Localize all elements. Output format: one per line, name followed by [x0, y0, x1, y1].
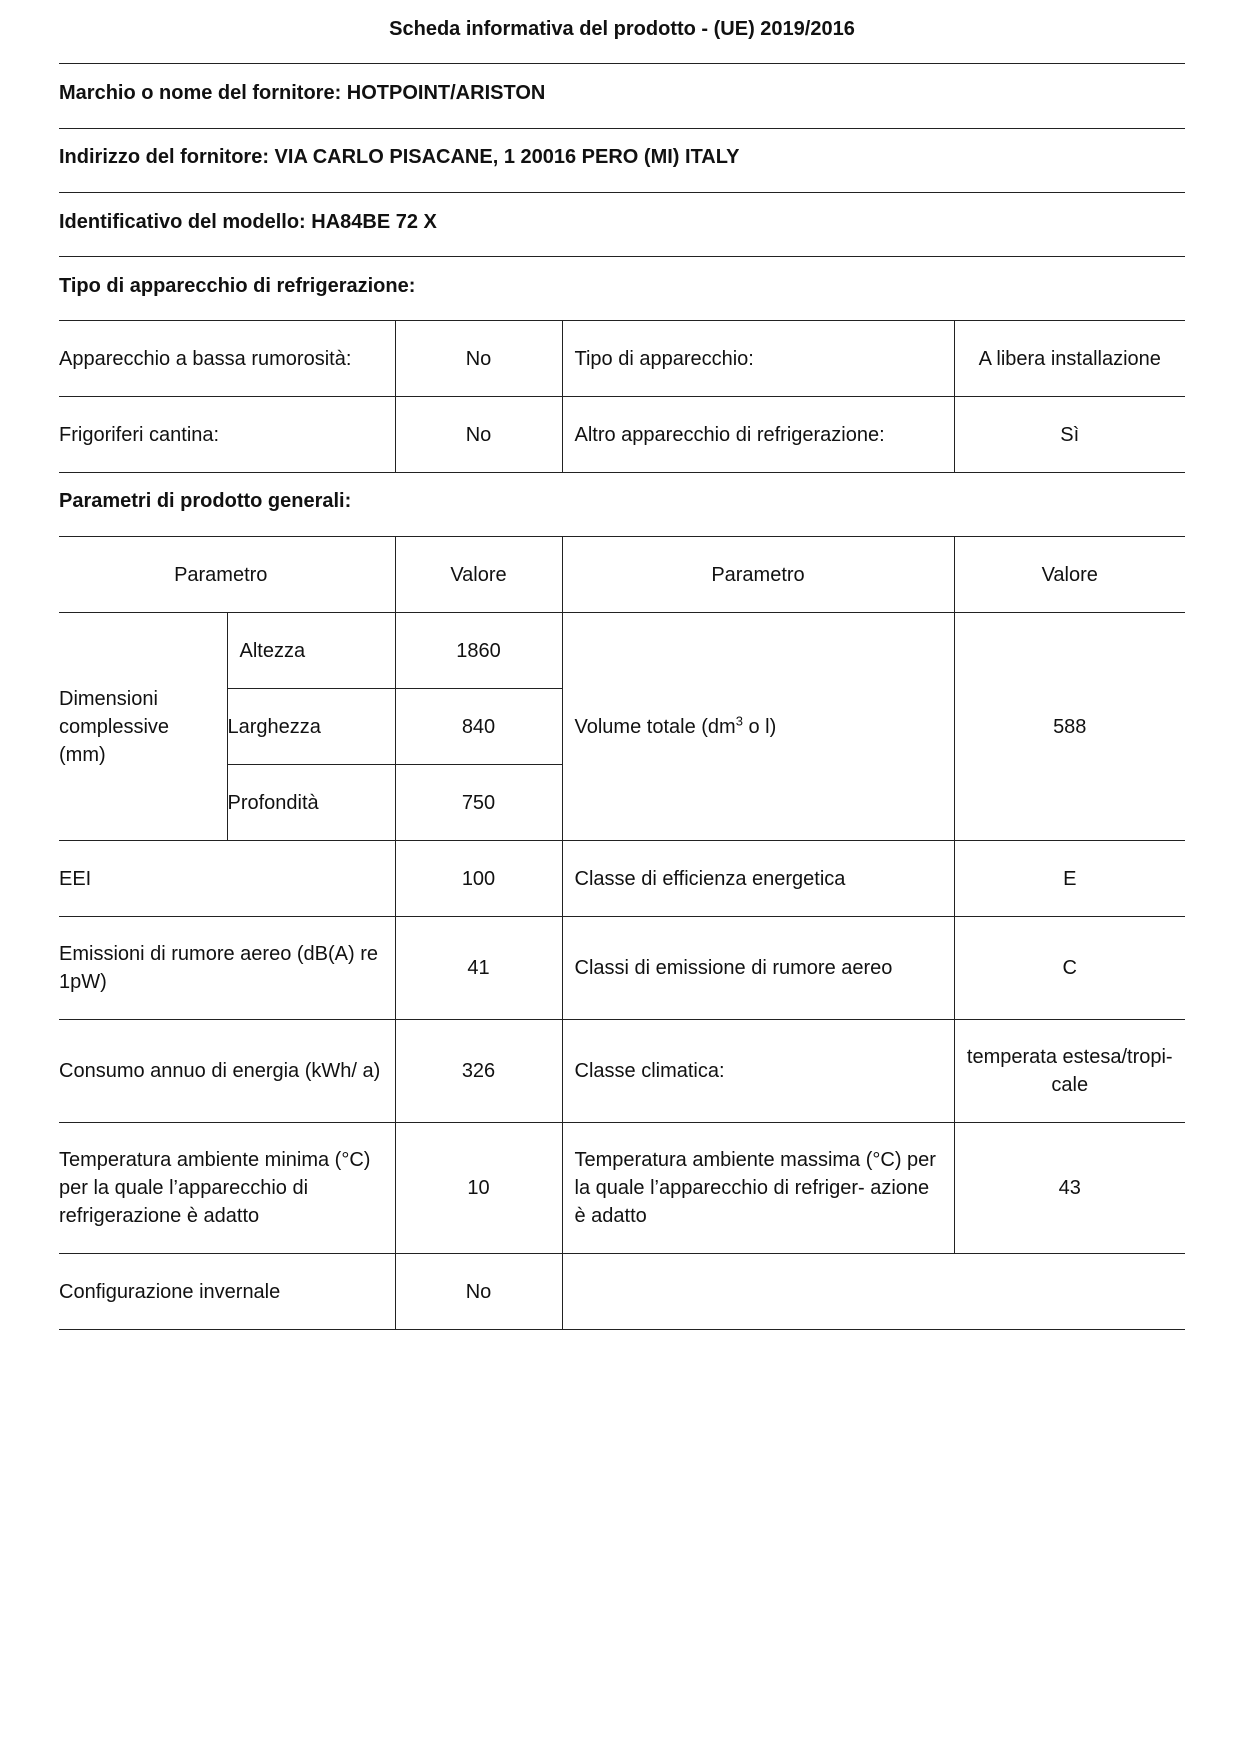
- volume-label-superscript: 3: [735, 712, 743, 728]
- general-parameters-heading: Parametri di prodotto generali:: [59, 490, 352, 512]
- table-row: [59, 917, 1185, 1020]
- noise-class-value: C: [954, 917, 1185, 1020]
- width-label: Larghezza: [227, 689, 395, 765]
- energy-class-value: E: [954, 841, 1185, 917]
- volume-label-unit: o l): [742, 715, 777, 738]
- divider: [59, 192, 1185, 193]
- eei-value: 100: [395, 841, 562, 917]
- volume-label-text: Volume totale (dm: [574, 715, 736, 738]
- supplier-address: Indirizzo del fornitore: VIA CARLO PISACANE, 1 20016 PERO (MI) ITALY: [59, 146, 740, 168]
- wine-cooler-label: Frigoriferi cantina:: [59, 397, 395, 473]
- winter-setting-label: Configurazione invernale: [59, 1254, 395, 1330]
- total-volume-label: [562, 613, 954, 841]
- model-identifier: Identificativo del modello: HA84BE 72 X: [59, 211, 437, 233]
- low-noise-value: No: [395, 321, 562, 397]
- appliance-type-heading: Tipo di apparecchio di refrigerazione:: [59, 275, 416, 297]
- column-header-parameter: Parametro: [562, 537, 954, 613]
- table-row: [59, 1254, 1185, 1330]
- winter-setting-value: No: [395, 1254, 562, 1330]
- height-label: Altezza: [227, 613, 395, 689]
- noise-emission-value: 41: [395, 917, 562, 1020]
- other-appliance-label: Altro apparecchio di refrigerazione:: [562, 397, 954, 473]
- appliance-type-value: A libera installazione: [954, 321, 1185, 397]
- divider: [59, 256, 1185, 257]
- climate-class-value: temperata estesa/tropi- cale: [954, 1020, 1185, 1123]
- eei-label: EEI: [59, 841, 395, 917]
- depth-value: 750: [395, 765, 562, 841]
- max-temperature-value: 43: [954, 1123, 1185, 1254]
- noise-emission-label: Emissioni di rumore aereo (dB(A) re 1pW): [59, 917, 395, 1020]
- empty-cell: [562, 1254, 1185, 1330]
- column-header-value: Valore: [395, 537, 562, 613]
- max-temperature-label: Temperatura ambiente massima (°C) per la quale l’apparecchio di refriger- azione è adatto: [562, 1123, 954, 1254]
- low-noise-label: Apparecchio a bassa rumorosità:: [59, 321, 395, 397]
- energy-class-label: Classe di efficienza energetica: [562, 841, 954, 917]
- table-row: [59, 397, 1185, 473]
- table-row: [59, 1020, 1185, 1123]
- divider: [59, 128, 1185, 129]
- min-temperature-label: Temperatura ambiente minima (°C) per la quale l’apparecchio di refrigerazione è adatto: [59, 1123, 395, 1254]
- width-value: 840: [395, 689, 562, 765]
- supplier-name: Marchio o nome del fornitore: HOTPOINT/ARISTON: [59, 82, 546, 104]
- height-value: 1860: [395, 613, 562, 689]
- appliance-type-table: [59, 320, 1185, 473]
- annual-energy-label: Consumo annuo di energia (kWh/ a): [59, 1020, 395, 1123]
- other-appliance-value: Sì: [954, 397, 1185, 473]
- depth-label: Profondità: [227, 765, 395, 841]
- table-row: [59, 613, 1185, 689]
- column-header-value: Valore: [954, 537, 1185, 613]
- table-header-row: [59, 537, 1185, 613]
- dimensions-label: Dimensioni complessive (mm): [59, 613, 227, 841]
- wine-cooler-value: No: [395, 397, 562, 473]
- table-row: [59, 841, 1185, 917]
- annual-energy-value: 326: [395, 1020, 562, 1123]
- table-row: [59, 1123, 1185, 1254]
- total-volume-value: 588: [954, 613, 1185, 841]
- document-title: Scheda informativa del prodotto - (UE) 2019/2016: [389, 18, 855, 40]
- column-header-parameter: Parametro: [59, 537, 395, 613]
- divider: [59, 63, 1185, 64]
- min-temperature-value: 10: [395, 1123, 562, 1254]
- climate-class-label: Classe climatica:: [562, 1020, 954, 1123]
- general-parameters-table: [59, 536, 1185, 1330]
- table-row: [59, 321, 1185, 397]
- noise-class-label: Classi di emissione di rumore aereo: [562, 917, 954, 1020]
- appliance-type-label: Tipo di apparecchio:: [562, 321, 954, 397]
